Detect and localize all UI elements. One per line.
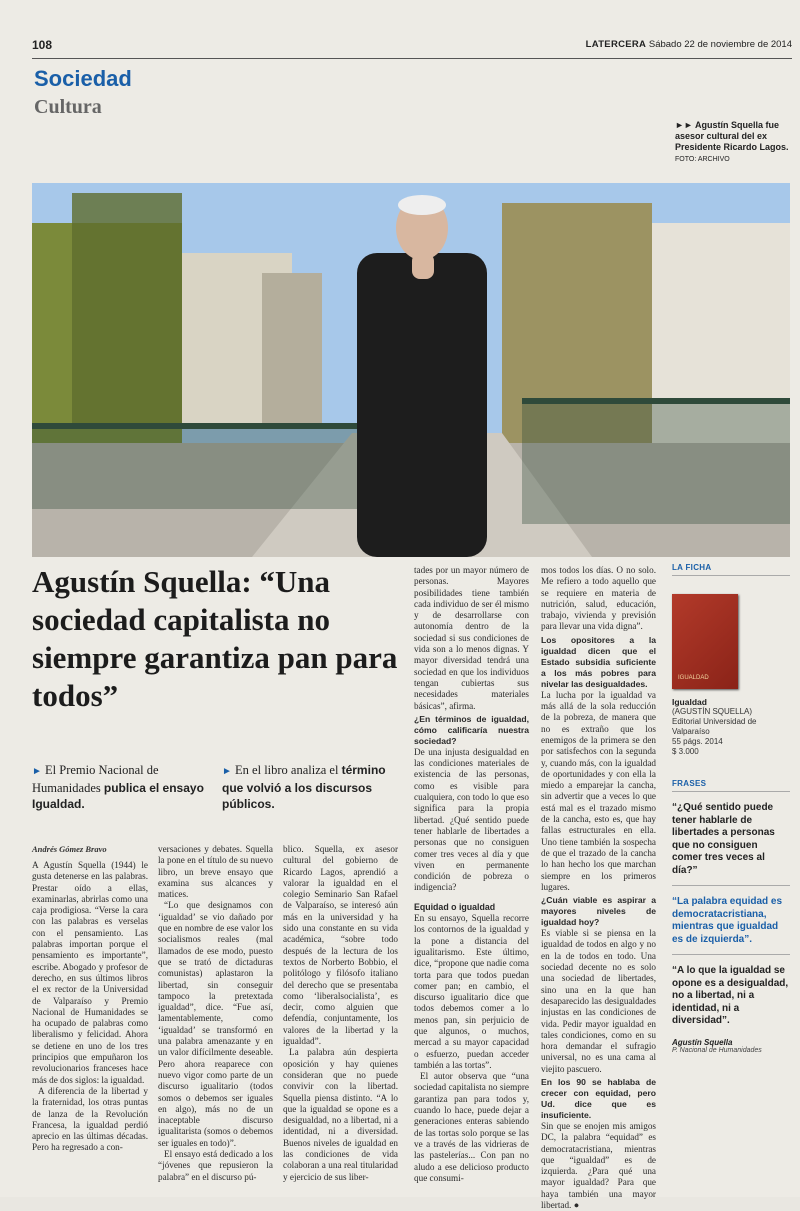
- photo-credit: FOTO: ARCHIVO: [675, 156, 730, 163]
- paragraph: versaciones y debates. Squella la pone en el título de su nuevo libro, un breve ensayo que examina sus alcances y matices.: [158, 844, 273, 900]
- caption-text: ►► Agustín Squella fue asesor cultural del ex Presidente Ricardo Lagos.: [675, 120, 789, 152]
- bullet-bold: publica el ensayo Igualdad.: [32, 781, 204, 811]
- railing-right-posts: [522, 404, 790, 524]
- interview-question: ¿Cuán viable es aspirar a mayores niveles de igualdad hoy?: [541, 895, 656, 928]
- paragraph: blico. Squella, ex asesor cultural del gobierno de Ricardo Lagos, aprendió a valorar la igualdad en el colegio Seminario San Rafael de Valparaíso, se interesó aún más en la universidad y ha sido una constante en su vida académica, “sobre todo después de la lectura de los textos de Norberto Bobbio, el politólogo y filósofo italiano del derecho que se presentaba como ‘liberalsocialista’, es decir, como alguien que defendía, conjuntamente, los valores de la libertad y la igualdad”.: [283, 844, 398, 1047]
- book-price: $ 3.000: [672, 747, 699, 756]
- subheading: Equidad o igualdad: [414, 901, 496, 912]
- headline: Agustín Squella: “Una sociedad capitalista no siempre garantiza pan para todos”: [32, 564, 398, 713]
- divider: [672, 954, 790, 955]
- paragraph: A diferencia de la libertad y la fraternidad, los otras puntas de lanza de la Revolución Francesa, la igualdad perdió aprecio en las últimas décadas. Pero ha regresado a con-: [32, 1085, 148, 1153]
- interview-question: En los 90 se hablaba de crecer con equidad, pero Ud. dice que es insuficiente.: [541, 1076, 656, 1120]
- portrait-photo: [32, 183, 790, 557]
- ficha-label: LA FICHA: [672, 563, 790, 576]
- frases-label: FRASES: [672, 779, 790, 792]
- issue-date: Sábado 22 de noviembre de 2014: [648, 39, 792, 50]
- sidebar: [672, 563, 790, 1054]
- railing-right: [522, 398, 790, 404]
- bullet-bold: término que volvió a los discursos públicos.: [222, 763, 386, 811]
- pull-quote: “¿Qué sentido puede tener hablarle de libertades a personas que no consiguen comer tres veces al día?”: [672, 802, 775, 876]
- pull-quote: “A lo que la igualdad se opone es a desigualdad, no a libertad, ni a identidad, ni a diversidad”.: [672, 965, 789, 1026]
- section-title: Sociedad: [34, 66, 132, 91]
- photo-caption: [675, 120, 790, 165]
- book-cover: [672, 594, 738, 689]
- paragraph: A Agustín Squella (1944) le gusta detenerse en las palabras. Prestar oído a ellas, examinarlas, abrirlas como una caja prodigiosa. “Verse la cara con las palabras es verselas con el pensamiento. Las palabras importan porque el pensamiento es importante”, escribe. Abogado y profesor de derecho, en sus últimos libros el ex rector de la Universidad de Valparaíso y Premio Nacional de Humanidades se ha ocupado de palabras como liberalismo y felicidad. Ahora se detiene en uno de los tres principios que empuñaron los revolucionarios franceses hace más de dos siglos: la igualdad.: [32, 860, 148, 1085]
- divider: [672, 885, 790, 886]
- summary-bullet: [32, 762, 212, 812]
- book-title: Igualdad: [672, 697, 707, 707]
- book-pages: 55 págs. 2014: [672, 737, 723, 746]
- interview-question: ¿En términos de igualdad, cómo calificaría nuestra sociedad?: [414, 713, 529, 746]
- byline: Andrés Gómez Bravo: [32, 844, 107, 854]
- quote-author-role: P. Nacional de Humanidades: [672, 1046, 762, 1054]
- subsection-title: Cultura: [34, 96, 102, 118]
- masthead: [586, 39, 792, 50]
- quote-author: Agustín Squella: [672, 1037, 733, 1047]
- paragraph: En su ensayo, Squella recorre los contornos de la igualdad y la pone a distancia del igualitarismo. Este último, dice, “propone que nadie coma torta para que todos puedan comer pan; en cambio, el discurso igualitario dice que todos debemos comer a lo menos pan, sin perjuicio de que algunos, o muchos, mercad a su mayor capacidad o esfuerzo, puedan acceder también a las tortas”.: [414, 913, 529, 1070]
- paragraph: Sin que se enojen mis amigos DC, la palabra “equidad” es democratacristiana, mientras que “igualdad” es de izquierda. ¿Para qué una mayor igualdad? Para que haya también una mayor libertad. ●: [541, 1120, 656, 1211]
- summary-bullet: [222, 762, 402, 812]
- paragraph: La palabra aún despierta oposición y hay quienes consideran que no puede convivir con la libertad. Squella piensa distinto. “A lo que la igualdad se opone es a desigualdad, no a libertad, ni a identidad, ni a diversidad. Buenos niveles de igualdad en las condiciones de vida colaboran a una real titularidad y ejercicio de sus liber-: [283, 1047, 398, 1182]
- article-column-2: [158, 844, 273, 1183]
- book-author: (AGUSTÍN SQUELLA): [672, 707, 753, 716]
- paragraph: El ensayo está dedicado a los “jóvenes que repusieron la palabra” en el discurso pú-: [158, 1149, 273, 1182]
- article-column-3: [283, 844, 398, 1183]
- interview-question: Los opositores a la igualdad dicen que el Estado subsidia suficiente a los más pobres para nivelar las desigualdades.: [541, 634, 656, 689]
- man-hair: [398, 195, 446, 215]
- paragraph: El autor observa que “una sociedad capitalista no siempre garantiza pan para todos y, cuando lo hace, puede dejar a generaciones enteras sabiendo de las tortas solo porque se las ve a través de las vidrieras de las pastelerías... Con pan no aludo a ese delicioso producto que consumi-: [414, 1071, 529, 1183]
- book-publisher: Editorial Universidad de Valparaíso: [672, 717, 757, 736]
- newspaper-name: LATERCERA: [585, 39, 647, 50]
- page-header: [32, 36, 792, 59]
- railing-left-posts: [32, 429, 362, 509]
- man-body: [357, 253, 487, 557]
- pull-quote: “La palabra equidad es democratacristiana, mientras que igualdad es de izquierda”.: [672, 896, 783, 945]
- article-column-1: [32, 860, 148, 1154]
- tree-left-dark: [72, 193, 182, 423]
- paragraph: mos todos los días. O no solo. Me refiero a todo aquello que se requiere en materia de nutrición, salud, educación, trabajo, vivienda y previsión para llevar una vida digna”.: [541, 565, 656, 632]
- building-left-shade: [262, 273, 322, 423]
- bullet-plain: En el libro analiza el: [235, 763, 339, 777]
- bullet-plain: El Premio Nacional de Humanidades: [32, 763, 159, 795]
- paragraph: “Lo que designamos con ‘igualdad’ se vio dañado por que en nombre de ese valor los socialismos reales (mal llamados de ese modo, puesto que se trató de dictaduras comunistas) aplastaron la libertad, sin conseguir tampoco la pretextada igualdad”, dice. “Fue así, lamentablemente, como ‘igualdad’ se transformó en una palabra amenazante y en un valor difícilmente deseable. Pero ahora reaparece con nuevo vigor como parte de un discurso igualitario (todos somos o debemos ser iguales en algo), más no de un inaceptable discurso igualitarista (somos o debemos ser iguales en todo)”.: [158, 900, 273, 1148]
- page-number: 108: [32, 38, 53, 52]
- triangle-bullet-icon: ►: [32, 766, 42, 777]
- article-column-5: [541, 565, 656, 1211]
- article-column-4: [414, 565, 529, 1184]
- railing-left: [32, 423, 362, 429]
- triangle-bullet-icon: ►: [222, 766, 232, 777]
- paragraph: La lucha por la igualdad va más allá de la sola reducción de la pobreza, de manera que no es extraño que los enemigos de la primera se den por satisfechos con la segunda y, cuando más, con la igualdad de oportunidades y con ella la miedo a emparejar la cancha, sin advertir que a veces lo que está mal es el trazado mismo de la cancha, esto es, que hay fallas estructurales en ella. Uno tiene también la sospecha de que el trazado de la cancha lo han hecho los que marchan siempre en los primeros lugares.: [541, 689, 656, 892]
- paragraph: De una injusta desigualdad en las condiciones materiales de existencia de las personas, como es visible para cualquiera, con todo lo que eso significa para la propia libertad. ¿Qué sentido puede tener hablarle de libertades a personas que no consiguen comer tres veces al día y que viven en permanente condición de pobreza o indigencia?: [414, 746, 529, 893]
- man-hand: [412, 253, 434, 279]
- paragraph: tades por un mayor número de personas. Mayores posibilidades tiene también cada individuo de ser él mismo y de desarrollarse con autonomía dentro de la sociedad si sus condiciones de vida son a lo menos dignas. Y mayor diversidad tendrá una sociedad en que los individuos tengan cubiertas sus necesidades materiales básicas”, afirma.: [414, 565, 529, 711]
- book-cover-title: IGUALDAD: [678, 675, 709, 681]
- summary-bullets: [32, 762, 402, 817]
- paragraph: Es viable si se piensa en la igualdad de todos en algo y no en la de todos en todo. Una sociedad decente no es solo una sociedad de libertades, sino una en la que han desaparecido las desigualdades injustas en las condiciones de vida. Pedir mayor igualdad en tales condiciones, como en su hora demandar el sufragio universal, no es una cama al viejito pascuero.: [541, 928, 656, 1074]
